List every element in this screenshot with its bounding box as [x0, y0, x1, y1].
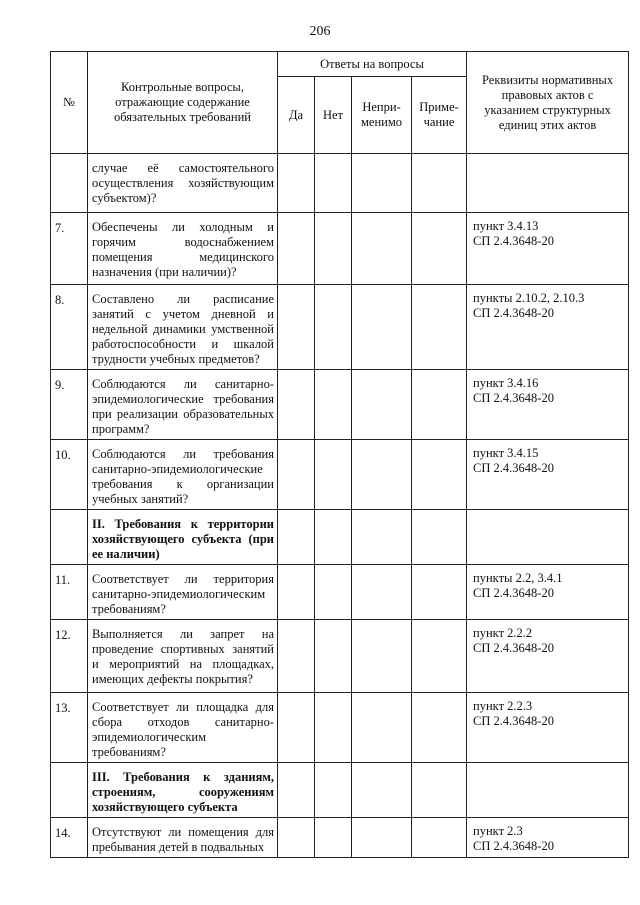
answer-yes-cell[interactable] [278, 763, 315, 818]
row-reference: пункт 2.2.3 СП 2.4.3648-20 [467, 693, 629, 763]
row-reference: пункт 2.2.2 СП 2.4.3648-20 [467, 620, 629, 693]
row-question: Соответствует ли территория санитарно-эпидемиологическим требованиям? [88, 565, 278, 620]
row-number: 11. [51, 565, 88, 620]
table-row [51, 440, 629, 510]
answer-not-applicable-cell[interactable] [352, 620, 412, 693]
row-number [51, 510, 88, 565]
answer-yes-cell[interactable] [278, 510, 315, 565]
checklist-table [50, 51, 629, 858]
answer-yes-cell[interactable] [278, 818, 315, 858]
row-reference [467, 510, 629, 565]
answer-no-cell[interactable] [315, 693, 352, 763]
row-number: 10. [51, 440, 88, 510]
answer-no-cell[interactable] [315, 213, 352, 285]
answer-note-cell[interactable] [412, 693, 467, 763]
row-question: Составлено ли расписание занятий с учетом дневной и недельной динамики умственной работоспособности и шкалой трудности учебных предметов? [88, 285, 278, 370]
answer-note-cell[interactable] [412, 565, 467, 620]
row-number: 13. [51, 693, 88, 763]
answer-not-applicable-cell[interactable] [352, 763, 412, 818]
answer-not-applicable-cell[interactable] [352, 285, 412, 370]
answer-no-cell[interactable] [315, 285, 352, 370]
answer-yes-cell[interactable] [278, 620, 315, 693]
answer-yes-cell[interactable] [278, 565, 315, 620]
answer-not-applicable-cell[interactable] [352, 154, 412, 213]
table-row [51, 818, 629, 858]
answer-yes-cell[interactable] [278, 693, 315, 763]
answer-note-cell[interactable] [412, 370, 467, 440]
answer-no-cell[interactable] [315, 620, 352, 693]
answer-note-cell[interactable] [412, 763, 467, 818]
answer-yes-cell[interactable] [278, 154, 315, 213]
answer-not-applicable-cell[interactable] [352, 440, 412, 510]
table-row [51, 213, 629, 285]
header-num: № [51, 52, 88, 154]
section-heading: II. Требования к территории хозяйствующего субъекта (при ее наличии) [88, 510, 278, 565]
table-row [51, 693, 629, 763]
answer-no-cell[interactable] [315, 510, 352, 565]
header-not-applicable: Непри-менимо [352, 77, 412, 154]
answer-no-cell[interactable] [315, 763, 352, 818]
answer-yes-cell[interactable] [278, 440, 315, 510]
answer-no-cell[interactable] [315, 818, 352, 858]
row-reference: пункт 2.3 СП 2.4.3648-20 [467, 818, 629, 858]
answer-yes-cell[interactable] [278, 213, 315, 285]
row-question: Обеспечены ли холодным и горячим водоснабжением помещения медицинского назначения (при наличии)? [88, 213, 278, 285]
answer-note-cell[interactable] [412, 440, 467, 510]
answer-not-applicable-cell[interactable] [352, 370, 412, 440]
row-question: Соблюдаются ли требования санитарно-эпидемиологические требования к организации учебных занятий? [88, 440, 278, 510]
answer-not-applicable-cell[interactable] [352, 510, 412, 565]
answer-yes-cell[interactable] [278, 285, 315, 370]
answer-not-applicable-cell[interactable] [352, 565, 412, 620]
section-heading-row [51, 763, 629, 818]
header-answers: Ответы на вопросы [278, 52, 467, 77]
answer-note-cell[interactable] [412, 510, 467, 565]
header-note: Приме-чание [412, 77, 467, 154]
row-number [51, 763, 88, 818]
header-question: Контрольные вопросы, отражающие содержание обязательных требований [88, 52, 278, 154]
answer-note-cell[interactable] [412, 285, 467, 370]
section-heading: III. Требования к зданиям, строениям, сооружениям хозяйствующего субъекта [88, 763, 278, 818]
header-yes: Да [278, 77, 315, 154]
row-question: Соблюдаются ли санитарно-эпидемиологические требования при реализации образовательных программ? [88, 370, 278, 440]
section-heading-row [51, 510, 629, 565]
header-no: Нет [315, 77, 352, 154]
row-number: 7. [51, 213, 88, 285]
row-question: Выполняется ли запрет на проведение спортивных занятий и мероприятий на площадках, имеющих дефекты покрытия? [88, 620, 278, 693]
row-reference [467, 154, 629, 213]
answer-not-applicable-cell[interactable] [352, 818, 412, 858]
answer-not-applicable-cell[interactable] [352, 693, 412, 763]
table-row [51, 620, 629, 693]
row-number: 9. [51, 370, 88, 440]
answer-note-cell[interactable] [412, 818, 467, 858]
row-question: Соответствует ли площадка для сбора отходов санитарно-эпидемиологическим требованиям? [88, 693, 278, 763]
row-reference: пункт 3.4.13 СП 2.4.3648-20 [467, 213, 629, 285]
row-question: Отсутствуют ли помещения для пребывания детей в подвальных [88, 818, 278, 858]
row-reference [467, 763, 629, 818]
row-reference: пункты 2.10.2, 2.10.3 СП 2.4.3648-20 [467, 285, 629, 370]
row-number: 14. [51, 818, 88, 858]
row-reference: пункты 2.2, 3.4.1 СП 2.4.3648-20 [467, 565, 629, 620]
answer-note-cell[interactable] [412, 154, 467, 213]
table-row [51, 370, 629, 440]
answer-no-cell[interactable] [315, 440, 352, 510]
row-reference: пункт 3.4.16 СП 2.4.3648-20 [467, 370, 629, 440]
table-row [51, 154, 629, 213]
page-number: 206 [309, 24, 331, 39]
row-reference: пункт 3.4.15 СП 2.4.3648-20 [467, 440, 629, 510]
row-number: 12. [51, 620, 88, 693]
table-row [51, 285, 629, 370]
answer-yes-cell[interactable] [278, 370, 315, 440]
answer-note-cell[interactable] [412, 213, 467, 285]
row-number: 8. [51, 285, 88, 370]
answer-not-applicable-cell[interactable] [352, 213, 412, 285]
row-question: случае её самостоятельного осуществления хозяйствующим субъектом)? [88, 154, 278, 213]
header-requisites: Реквизиты нормативных правовых актов с указанием структурных единиц этих актов [467, 52, 629, 154]
answer-no-cell[interactable] [315, 154, 352, 213]
answer-note-cell[interactable] [412, 620, 467, 693]
answer-no-cell[interactable] [315, 370, 352, 440]
answer-no-cell[interactable] [315, 565, 352, 620]
row-number [51, 154, 88, 213]
table-row [51, 565, 629, 620]
